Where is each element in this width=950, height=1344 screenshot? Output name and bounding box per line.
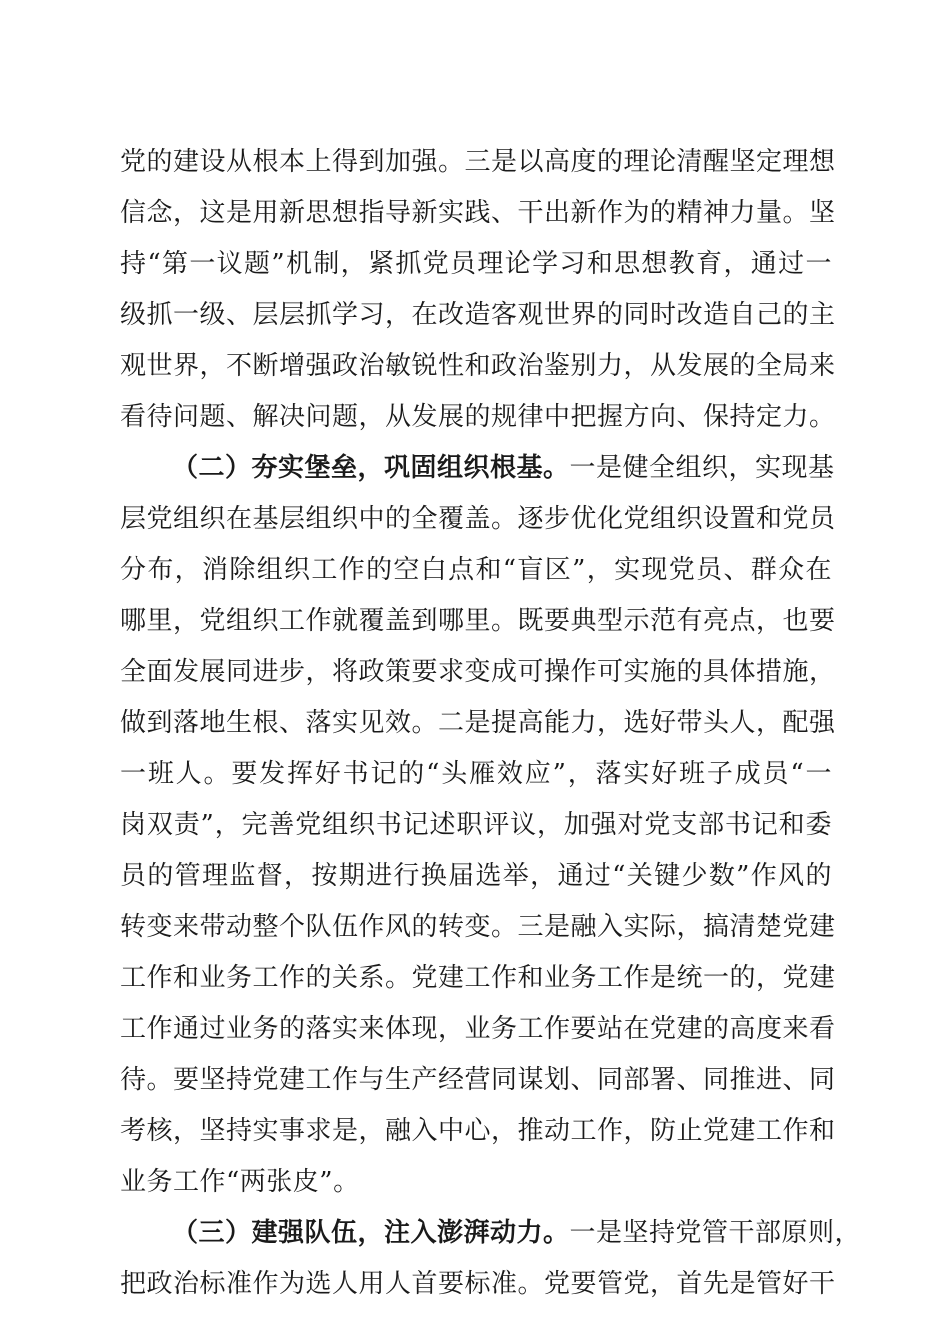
text-line: 一班人。要发挥好书记的“头雁效应”，落实好班子成员“一	[120, 759, 832, 789]
section-2-first-line	[172, 448, 835, 488]
text-line: 级抓一级、层层抓学习，在改造客观世界的同时改造自己的主	[120, 300, 836, 330]
text-line: 把政治标准作为选人用人首要标准。党要管党，首先是管好干	[120, 1269, 836, 1299]
text-line: 层党组织在基层组织中的全覆盖。逐步优化党组织设置和党员	[120, 504, 836, 534]
text-line: 员的管理监督，按期进行换届选举，通过“关键少数”作风的	[120, 861, 832, 891]
text-line: 哪里，党组织工作就覆盖到哪里。既要典型示范有亮点，也要	[120, 606, 836, 636]
text-line: 党的建设从根本上得到加强。三是以高度的理论清醒坚定理想	[120, 147, 836, 177]
section-2-text: 一是健全组织，实现基	[569, 453, 835, 483]
text-line: 做到落地生根、落实见效。二是提高能力，选好带头人，配强	[120, 708, 836, 738]
text-line: 工作和业务工作的关系。党建工作和业务工作是统一的，党建	[120, 963, 836, 993]
section-3-heading: （三）建强队伍，注入澎湃动力。	[172, 1218, 570, 1248]
text-line: 考核，坚持实事求是，融入中心，推动工作，防止党建工作和	[120, 1116, 836, 1146]
section-3-first-line	[172, 1213, 862, 1253]
text-line: 转变来带动整个队伍作风的转变。三是融入实际，搞清楚党建	[120, 912, 836, 942]
text-line: 分布，消除组织工作的空白点和“盲区”，实现党员、群众在	[120, 555, 832, 585]
text-line: 全面发展同进步，将政策要求变成可操作可实施的具体措施，	[120, 657, 836, 687]
text-line: 信念，这是用新思想指导新实践、干出新作为的精神力量。坚	[120, 198, 836, 228]
text-line: 持“第一议题”机制，紧抓党员理论学习和思想教育，通过一	[120, 249, 832, 279]
text-line: 工作通过业务的落实来体现，业务工作要站在党建的高度来看	[120, 1014, 836, 1044]
text-line: 待。要坚持党建工作与生产经营同谋划、同部署、同推进、同	[120, 1065, 836, 1095]
text-line: 业务工作“两张皮”。	[120, 1167, 360, 1197]
text-line: 观世界，不断增强政治敏锐性和政治鉴别力，从发展的全局来	[120, 351, 836, 381]
section-3-text: 一是坚持党管干部原则，	[569, 1218, 862, 1248]
text-line: 看待问题、解决问题，从发展的规律中把握方向、保持定力。	[120, 402, 836, 432]
section-2-heading: （二）夯实堡垒，巩固组织根基。	[172, 453, 570, 483]
text-line: 岗双责”，完善党组织书记述职评议，加强对党支部书记和委	[120, 810, 832, 840]
